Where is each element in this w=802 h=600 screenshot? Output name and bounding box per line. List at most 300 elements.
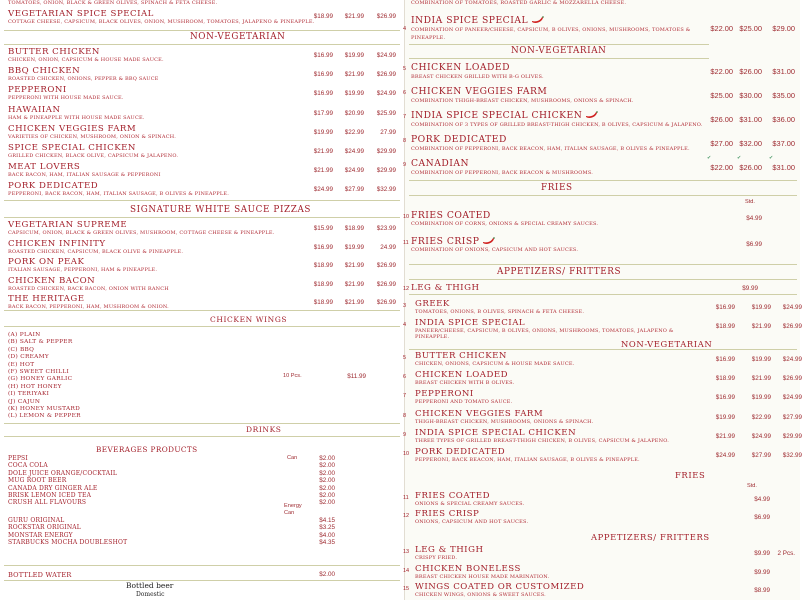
item-name [415, 545, 705, 555]
item-number: 11 [403, 495, 409, 501]
item-desc: THREE TYPES OF GRILLED BREAST-THIGH CHICKEN, B OLIVES, CAPSICUM & JALAPENO. [415, 437, 670, 444]
item-name-text: GREEK [415, 299, 450, 309]
item-price: $24.99 [715, 452, 735, 459]
divider [409, 349, 797, 350]
item-name-text: PORK ON PEAK [8, 257, 85, 267]
energy-drink-name: MONSTAR ENERGY [8, 531, 73, 539]
item-desc: PANEER/CHEESE, CAPSICUM, B OLIVES, ONIONS, MUSHROOMS, TOMATOES, JALAPENO & PINEAPPLE. [415, 328, 674, 340]
item-price: $37.00 [772, 139, 795, 148]
menu-item [8, 220, 288, 236]
item-name-text: CANADIAN [411, 158, 470, 169]
item-price: $4.99 [746, 215, 762, 222]
item-price: $19.99 [715, 413, 735, 421]
item-name [8, 47, 288, 57]
item-price: $20.99 [344, 109, 364, 117]
item-price: $27.99 [751, 452, 771, 459]
item-name-text: CHICKEN BONELESS [415, 563, 521, 574]
item-desc: COMBINATION OF CORNS, ONIONS & SPECIAL CREAMY SAUCES. [411, 221, 599, 227]
can-label: Can [287, 455, 298, 461]
item-price: $24.99 [344, 167, 364, 175]
item-price: $18.99 [715, 323, 735, 330]
item-name-text: CHICKEN VEGGIES FARM [8, 123, 137, 134]
item-number: 7 [403, 114, 407, 120]
item-name [8, 162, 288, 172]
price-small: $22.00 [710, 24, 733, 33]
divider [4, 565, 400, 566]
item-name-text: CHICKEN BACON [8, 275, 96, 286]
item-name [8, 294, 288, 304]
item-desc: CHICKEN, ONION, CAPSICUM & HOUSE MADE SAUCE. [8, 57, 164, 63]
menu-item [8, 239, 288, 255]
item-number: 10 [403, 451, 410, 457]
menu-item [8, 47, 288, 63]
energy-drink-price: $4.35 [319, 539, 335, 547]
beverage-name: CRUSH ALL FLAVOURS [8, 499, 87, 507]
item-number: 4 [403, 322, 407, 328]
item-price: $31.00 [739, 115, 762, 124]
item-price: $29.99 [376, 167, 396, 175]
item-desc: THIGH-BREAST CHICKEN, MUSHROOMS, ONIONS & SPINACH. [415, 418, 594, 425]
menu-item [411, 110, 706, 129]
item-price: $23.99 [376, 225, 396, 232]
item-price: $31.00 [772, 67, 795, 76]
item-price: $16.99 [313, 52, 333, 59]
wing-flavour: (F) SWEET CHILLI [8, 369, 70, 375]
item-price: $27.00 [710, 139, 733, 148]
wing-flavour: (E) HOT [8, 361, 35, 368]
price-large: $26.99 [376, 13, 396, 20]
item-number: 8 [403, 412, 407, 419]
item-price: $26.99 [376, 280, 396, 288]
item-desc: BACK BACON, HAM, ITALIAN SAUSAGE & PEPPERONI [8, 172, 161, 179]
item-price: $19.99 [751, 394, 771, 402]
item-name-text: HAWAIIAN [8, 104, 61, 115]
item-desc: PEPPERONI AND TOMATO SAUCE. [415, 399, 513, 406]
beverage-name: CANADA DRY GINGER ALE [8, 484, 98, 492]
price-medium: $21.99 [344, 13, 364, 20]
item-price: $18.99 [313, 262, 333, 269]
menu-item [8, 294, 288, 310]
item-number: 10 [403, 214, 410, 220]
item-name [411, 236, 706, 247]
item-price: $24.99 [313, 186, 333, 194]
item-name-text: CHICKEN LOADED [415, 370, 508, 381]
item-name-text: BUTTER CHICKEN [415, 351, 507, 361]
menu-item [415, 545, 705, 561]
item-desc: BREAST CHICKEN GRILLED WITH B-G OLIVES. [411, 74, 544, 80]
menu-item [415, 351, 705, 367]
item-price: $18.99 [313, 280, 333, 288]
divider [4, 423, 400, 424]
item-name: INDIA SPICE SPECIAL [411, 15, 529, 26]
item-name-text: PEPPERONI [8, 85, 67, 96]
beverage-price: $2.00 [319, 469, 335, 477]
item-price: $16.99 [313, 71, 333, 79]
item-name-text: WINGS COATED OR CUSTOMIZED [415, 582, 585, 592]
std-label: Std. [747, 483, 757, 489]
item-price: 27.99 [380, 128, 396, 136]
item-desc: CAPSICUM, ONION, BLACK & GREEN OLIVES, MUSHROOM, COTTAGE CHEESE & PINEAPPLE. [8, 230, 275, 236]
menu-item [415, 318, 705, 340]
menu-item [411, 236, 706, 253]
item-name [411, 158, 706, 169]
item-desc: PEPPERONI, BACK BEACON, HAM, ITALIAN SAUSAGE, B OLIVES & PINEAPPLE. [415, 457, 640, 463]
energy-drink-price: $4.15 [319, 517, 335, 524]
menu-item [415, 447, 705, 463]
item-price: $30.00 [739, 91, 762, 100]
section-heading-appetizers-second: APPETIZERS/ FRITTERS [591, 532, 710, 542]
section-heading-fries-second: FRIES [675, 470, 706, 480]
item-price: $8.99 [754, 587, 770, 594]
item-number: 14 [403, 567, 410, 574]
item-price: 2 Pcs. [777, 550, 795, 557]
item-price: $16.99 [313, 243, 333, 251]
item-number: 12 [403, 286, 410, 292]
item-number: 9 [403, 431, 407, 438]
top-continued-desc: COMBINATION OF TOMATOES, ROASTED GARLIC & MOZZARELLA CHEESE. [411, 0, 627, 6]
item-price: $19.99 [751, 304, 771, 311]
wings-price: $11.99 [347, 373, 366, 380]
menu-item [8, 257, 288, 273]
menu-item [415, 509, 705, 525]
item-price: $15.99 [313, 225, 333, 232]
item-price: $24.99 [344, 148, 364, 155]
item-price: $29.99 [782, 432, 802, 440]
item-name-text: FRIES CRISP [415, 509, 480, 519]
item-number: 5 [403, 66, 407, 72]
item-price: $32.99 [376, 186, 396, 194]
item-name-text: PORK DEDICATED [411, 134, 507, 145]
item-name-text: FRIES COATED [415, 491, 490, 501]
item-price: $24.99 [376, 90, 396, 98]
item-desc: COMBINATION OF PEPPERONI, BACK BEACON, HAM, ITALIAN SAUSAGE, B OLIVES & PINEAPPLE. [411, 146, 690, 152]
item-price: $26.99 [782, 375, 802, 383]
item-price: $21.99 [344, 262, 364, 269]
item-name-text: MEAT LOVERS [8, 162, 81, 173]
divider [4, 44, 400, 45]
energy-drink-name: GURU ORIGINAL [8, 517, 65, 524]
item-price: $6.99 [754, 514, 770, 521]
item-desc: COMBINATION OF ONIONS, CAPSICUM AND HOT SAUCES. [411, 247, 579, 253]
right-menu-column [404, 0, 800, 600]
item-price: $24.99 [782, 304, 802, 311]
item-number: 6 [403, 90, 407, 96]
item-price: $26.00 [739, 163, 762, 172]
item-price: $9.99 [754, 568, 770, 576]
item-price: $19.99 [344, 243, 364, 251]
item-price: $19.99 [313, 128, 333, 136]
menu-item [415, 582, 705, 598]
item-number: 8 [403, 138, 407, 144]
item-price: $21.99 [344, 71, 364, 79]
wing-flavour: (I) TERIYAKI [8, 391, 50, 398]
beverage-name: PEPSI [8, 455, 28, 462]
section-heading-nonveg: NON-VEGETARIAN [190, 32, 286, 42]
menu-item [8, 66, 288, 82]
beverage-price: $2.00 [319, 484, 335, 492]
energy-drink-name: ROCKSTAR ORIGINAL [8, 524, 81, 532]
item-desc: CHICKEN WINGS, ONIONS & SWEET SAUCES. [415, 592, 546, 598]
chili-pepper-icon [585, 112, 598, 119]
divider [4, 200, 400, 201]
item-price: $22.99 [344, 128, 364, 136]
item-name-text: FRIES COATED [411, 210, 491, 221]
tick-icon: ✔ [737, 155, 742, 161]
item-desc: ITALIAN SAUSAGE, PEPPERONI, HAM & PINEAPPLE. [8, 267, 158, 273]
divider [409, 44, 709, 45]
item-name-text: FRIES CRISP [411, 236, 480, 247]
section-heading-fries: FRIES [541, 183, 573, 193]
item-name-text: CHICKEN VEGGIES FARM [415, 408, 544, 419]
item-name [411, 134, 706, 145]
item-price: $26.99 [376, 262, 396, 269]
item-price: $6.99 [746, 241, 762, 248]
water-price: $2.00 [319, 571, 335, 578]
wings-quantity: 10 Pcs. [283, 373, 302, 379]
wing-flavour: (B) SALT & PEPPER [8, 339, 73, 346]
item-name [415, 509, 705, 519]
price-large: $29.00 [772, 24, 795, 33]
item-price: $35.00 [772, 91, 795, 100]
beverage-name: COCA COLA [8, 462, 48, 470]
beer-subheading: Domestic [136, 591, 165, 598]
item-name-text: SPICE SPECIAL CHICKEN [8, 143, 136, 153]
menu-item [8, 276, 288, 292]
menu-item [415, 428, 705, 444]
wing-flavour: (H) HOT HONEY [8, 383, 62, 390]
chili-pepper-icon [531, 17, 544, 24]
item-price: $16.99 [715, 394, 735, 402]
price-small: $18.99 [313, 13, 333, 20]
item-name [415, 370, 705, 380]
item-desc: ROASTED CHICKEN, ONIONS, PEPPER & BBQ SAUCE [8, 76, 159, 83]
item-desc: VARIETIES OF CHICKEN, MUSHROOM, ONION & SPINACH. [8, 133, 177, 140]
menu-item [411, 15, 711, 42]
price-medium: $25.00 [739, 24, 762, 33]
divider [409, 294, 797, 295]
item-price: $18.99 [313, 299, 333, 306]
item-name: VEGETARIAN SPICE SPECIAL [8, 9, 154, 19]
item-desc: BREAST CHICKEN WITH B OLIVES. [415, 380, 515, 387]
item-name-text: PORK DEDICATED [415, 447, 506, 457]
beverage-name: BRISK LEMON ICED TEA [8, 492, 92, 499]
item-name [411, 62, 706, 73]
item-name [411, 86, 706, 97]
item-name-text: PORK DEDICATED [8, 181, 99, 192]
wing-flavour: (A) PLAIN [8, 332, 41, 338]
item-price: $19.99 [751, 356, 771, 363]
menu-item [8, 181, 288, 197]
menu-item [411, 62, 706, 81]
menu-item [415, 491, 705, 507]
item-name [8, 105, 288, 115]
beverage-price: $2.00 [319, 477, 335, 485]
item-price: $9.99 [742, 285, 758, 292]
item-price: $27.99 [344, 186, 364, 194]
divider [4, 326, 400, 327]
item-price: $24.99 [376, 52, 396, 59]
wing-flavour: (K) HONEY MUSTARD [8, 406, 81, 412]
item-price: $36.00 [772, 115, 795, 124]
section-heading-nonveg-second: NON-VEGETARIAN [621, 339, 713, 349]
item-desc: COMBINATION OF PANEER/CHEESE, CAPSICUM, B OLIVES, ONIONS, MUSHROOMS, TOMATOES & PINEAPPLE. [411, 27, 691, 41]
energy-can-label: Energy Can [284, 503, 302, 516]
item-name [415, 318, 705, 328]
item-price: 24.99 [380, 243, 396, 251]
item-desc: ONIONS, CAPSICUM AND HOT SAUCES. [415, 519, 529, 525]
item-price: $18.99 [344, 225, 364, 232]
item-price: $31.00 [772, 163, 795, 172]
item-desc: BREAST CHICKEN HOUSE MADE MARINATION. [415, 573, 550, 580]
chili-pepper-icon [482, 238, 495, 245]
item-price: $9.99 [754, 550, 770, 557]
item-name-text: INDIA SPICE SPECIAL CHICKEN [411, 110, 583, 121]
divider [409, 180, 797, 181]
item-price: $17.99 [313, 109, 333, 117]
wing-flavour: (J) CAJUN [8, 398, 41, 405]
item-name [415, 491, 705, 501]
item-number: 5 [403, 355, 407, 361]
divider [409, 264, 797, 265]
item-name-text: BUTTER CHICKEN [8, 47, 100, 57]
item-desc: ONIONS & SPECIAL CREAMY SAUCES. [415, 501, 525, 507]
wing-flavour: (L) LEMON & PEPPER [8, 413, 81, 420]
item-price: $21.99 [344, 280, 364, 288]
divider [4, 436, 400, 437]
item-name [415, 409, 705, 419]
energy-drink-price: $3.25 [319, 524, 335, 532]
item-name [8, 85, 288, 95]
item-name-text: CHICKEN INFINITY [8, 238, 106, 249]
item-price: $29.99 [376, 148, 396, 155]
item-price: $21.99 [313, 148, 333, 155]
item-name [8, 276, 288, 286]
item-name [415, 299, 705, 309]
item-price: $16.99 [313, 90, 333, 98]
wing-flavour: (D) CREAMY [8, 354, 49, 361]
item-name [411, 110, 706, 121]
section-heading-nonveg: NON-VEGETARIAN [511, 46, 607, 56]
divider [409, 279, 797, 280]
item-name [8, 124, 288, 134]
item-desc: GRILLED CHICKEN, BLACK OLIVE, CAPSICUM & JALAPENO. [8, 153, 179, 159]
beverage-price: $2.00 [319, 492, 335, 499]
beverage-price: $2.00 [319, 455, 335, 462]
section-heading-signature: SIGNATURE WHITE SAUCE PIZZAS [130, 205, 312, 215]
item-price: $26.99 [376, 71, 396, 79]
menu-item [415, 409, 705, 425]
item-desc: CRISPY FRIED. [415, 555, 458, 561]
beverage-price: $2.00 [319, 462, 335, 470]
divider [4, 580, 400, 581]
beer-heading: Bottled beer [126, 581, 174, 590]
item-desc: TOMATOES, ONIONS, B OLIVES, SPINACH & FETA CHEESE. [415, 309, 585, 315]
section-heading-appetizers: APPETIZERS/ FRITTERS [497, 267, 622, 277]
item-price: $18.99 [715, 375, 735, 383]
item-desc: COTTAGE CHEESE, CAPSICUM, BLACK OLIVES, ONION, MUSHROOM, TOMATOES, JALAPENO & PINEAPPLE. [8, 19, 315, 25]
item-desc: PEPPERONI WITH HOUSE MADE SAUCE. [8, 95, 124, 102]
menu-item [415, 370, 705, 386]
menu-item [411, 210, 706, 227]
item-price: $22.00 [710, 163, 733, 172]
item-desc: CHICKEN, ONIONS, CAPSICUM & HOUSE MADE SAUCE. [415, 361, 575, 367]
beverages-heading: BEVERAGES PRODUCTS [96, 445, 198, 454]
item-number: 12 [403, 513, 410, 519]
tick-icon: ✔ [769, 155, 774, 161]
item-number: 4 [403, 26, 407, 32]
item-desc: ROASTED CHICKEN, CAPSICUM, BLACK OLIVE & PINEAPPLE. [8, 248, 184, 255]
item-desc: COMBINATION OF 3 TYPES OF GRILLED BREAST-THIGH CHICKEN, B OLIVES, CAPSICUM & JALAPENO. [411, 122, 703, 128]
item-name-text: PEPPERONI [415, 389, 474, 400]
item-name [8, 181, 288, 191]
water-name: BOTTLED WATER [8, 571, 72, 579]
item-price: $21.99 [751, 323, 771, 330]
item-price: $16.99 [715, 304, 735, 311]
item-desc: BACK BACON, PEPPERONI, HAM, MUSHROOM & ONION. [8, 304, 169, 310]
item-price: $26.99 [782, 323, 802, 330]
item-desc: COMBINATION THIGH-BREAST CHICKEN, MUSHROOMS, ONIONS & SPINACH. [411, 98, 634, 104]
menu-item [8, 105, 288, 121]
wing-flavour: (C) BBQ [8, 346, 35, 353]
menu-item [8, 124, 288, 140]
item-price: $21.99 [313, 167, 333, 175]
item-name-text: BBQ CHICKEN [8, 66, 81, 77]
item-name [415, 351, 705, 361]
item-name [415, 447, 705, 457]
item-number: 13 [403, 549, 410, 555]
item-price: $16.99 [715, 356, 735, 363]
item-name-text: LEG & THIGH [415, 545, 484, 555]
item-price: $25.00 [710, 91, 733, 100]
item-name [8, 257, 288, 267]
item-price: $22.99 [751, 413, 771, 421]
item-desc: ROASTED CHICKEN, BACK BACON, ONION WITH RANCH [8, 285, 169, 292]
item-name-text: CHICKEN LOADED [411, 62, 510, 73]
menu-item [8, 143, 288, 159]
menu-item [411, 158, 706, 177]
divider [409, 195, 797, 196]
item-name [8, 220, 288, 230]
item-name [8, 66, 288, 76]
item-name-text: INDIA SPICE SPECIAL [415, 318, 526, 328]
item-price: $27.99 [782, 413, 802, 421]
item-price: $21.99 [715, 432, 735, 440]
item-name [8, 239, 288, 249]
beverage-name: DOLE JUICE ORANGE/COCKTAIL [8, 469, 118, 477]
menu-item [415, 389, 705, 405]
divider [4, 310, 400, 311]
item-number: 11 [403, 240, 409, 246]
menu-item [411, 86, 706, 105]
divider [4, 30, 400, 31]
item-price: $25.99 [376, 109, 396, 117]
menu-item [411, 134, 706, 153]
item-price: $24.99 [782, 356, 802, 363]
item-desc: HAM & PINEAPPLE WITH HOUSE MADE SAUCE. [8, 114, 145, 121]
beverage-name: MUG ROOT BEER [8, 477, 67, 485]
item-number: 7 [403, 393, 407, 400]
item-number: 9 [403, 162, 407, 168]
wing-flavour: (G) HONEY GARLIC [8, 376, 73, 383]
item-name [415, 389, 705, 399]
menu-item [8, 85, 288, 101]
item-name-text: VEGETARIAN SUPREME [8, 220, 128, 230]
section-heading-wings: CHICKEN WINGS [210, 315, 288, 324]
tick-icon: ✔ [707, 155, 712, 161]
divider [4, 217, 400, 218]
menu-item [415, 299, 705, 315]
item-price: $24.99 [751, 432, 771, 440]
